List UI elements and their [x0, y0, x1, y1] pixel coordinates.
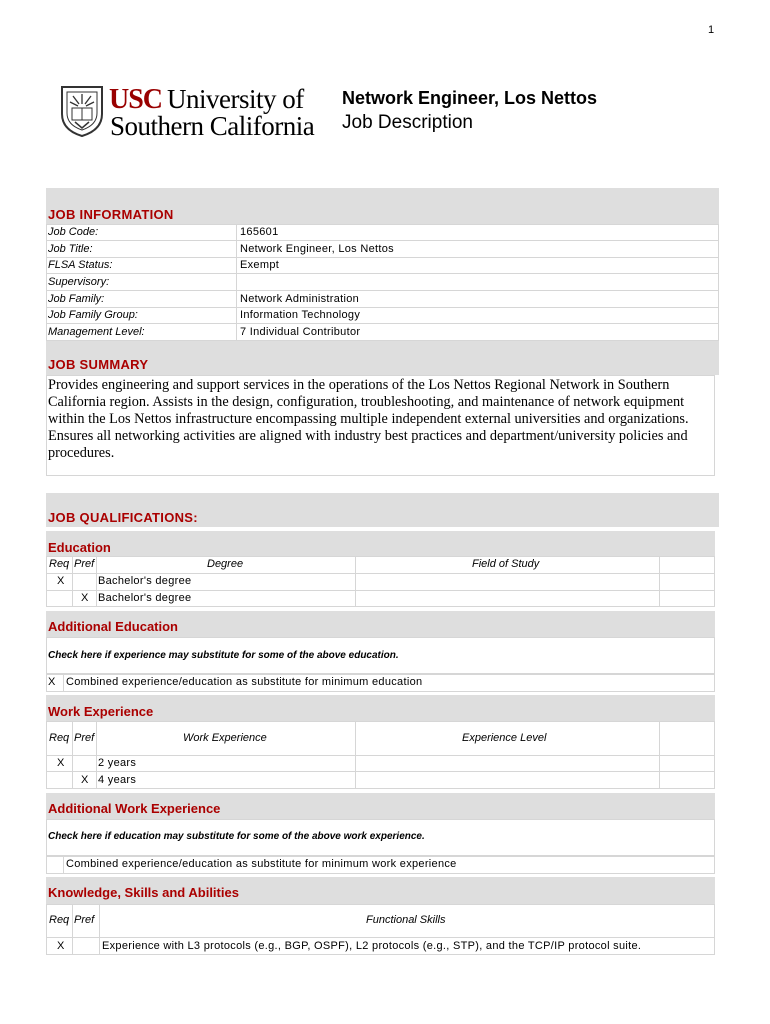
- ksa-row-1-req: X: [57, 940, 65, 952]
- work-row-1-req: X: [57, 757, 65, 769]
- education-heading: Education: [48, 540, 111, 555]
- job-code-value: 165601: [240, 226, 279, 238]
- job-title-value: Network Engineer, Los Nettos: [240, 243, 394, 255]
- education-row-2-pref: X: [81, 592, 89, 604]
- work-row-2-pref: X: [81, 774, 89, 786]
- additional-education-check-text: Check here if experience may substitute for some of the above education.: [48, 650, 399, 661]
- logo-university-text: University of: [167, 84, 304, 114]
- flsa-status-label: FLSA Status:: [48, 259, 113, 271]
- job-summary-text: Provides engineering and support services in the operations of the Los Nettos Regional Network in Southern California region. Assists in the design, configuration, troubleshooting, and maintenance of network equipment within the Los Nettos infrastructure encompassing multiple independent external universities and organizations. Ensures all networking activities are aligned with industry best practices and department/university policies and procedures.: [48, 377, 689, 461]
- additional-work-heading: Additional Work Experience: [48, 801, 221, 816]
- education-row-2-degree: Bachelor's degree: [98, 592, 192, 604]
- education-col-degree: Degree: [207, 558, 244, 570]
- work-col-req: Req: [49, 732, 70, 744]
- additional-education-checkbox[interactable]: X: [48, 676, 56, 688]
- work-col-pref: Pref: [74, 732, 95, 744]
- ksa-col-functional: Functional Skills: [366, 914, 446, 926]
- work-col-level: Experience Level: [462, 732, 547, 744]
- additional-education-line: Combined experience/education as substitute for minimum education: [66, 676, 423, 688]
- flsa-status-value: Exempt: [240, 259, 280, 271]
- ksa-row-1-text: Experience with L3 protocols (e.g., BGP, OSPF), L2 protocols (e.g., STP), and the TCP/IP protocol suite.: [102, 940, 642, 952]
- education-col-field: Field of Study: [472, 558, 540, 570]
- ksa-heading: Knowledge, Skills and Abilities: [48, 885, 239, 900]
- page-title: Network Engineer, Los Nettos: [342, 88, 598, 108]
- education-row-1-degree: Bachelor's degree: [98, 575, 192, 587]
- additional-work-check-text: Check here if education may substitute for some of the above work experience.: [48, 831, 425, 842]
- logo-socal-text: Southern California: [110, 111, 315, 141]
- job-family-label: Job Family:: [48, 293, 105, 305]
- education-band: [46, 531, 715, 556]
- education-col-req: Req: [49, 558, 70, 570]
- ksa-col-pref: Pref: [74, 914, 95, 926]
- job-family-group-value: Information Technology: [240, 309, 361, 321]
- work-row-2-years: 4 years: [98, 774, 137, 786]
- work-experience-heading: Work Experience: [48, 704, 154, 719]
- logo-usc-text: USC: [109, 84, 163, 115]
- usc-seal-icon: [59, 84, 105, 138]
- job-family-value: Network Administration: [240, 293, 360, 305]
- page-subtitle: Job Description: [342, 112, 473, 133]
- supervisory-label: Supervisory:: [48, 276, 110, 288]
- job-summary-heading: JOB SUMMARY: [48, 357, 149, 372]
- additional-education-heading: Additional Education: [48, 619, 178, 634]
- additional-work-checkbox[interactable]: [63, 856, 64, 874]
- qualifications-heading: JOB QUALIFICATIONS:: [48, 510, 198, 525]
- job-code-label: Job Code:: [48, 226, 99, 238]
- additional-work-line: Combined experience/education as substitute for minimum work experience: [66, 858, 457, 870]
- management-level-label: Management Level:: [48, 326, 145, 338]
- job-family-group-label: Job Family Group:: [48, 309, 138, 321]
- work-col-experience: Work Experience: [183, 732, 267, 744]
- page-number: 1: [708, 24, 715, 36]
- work-row-1-years: 2 years: [98, 757, 137, 769]
- education-col-pref: Pref: [74, 558, 95, 570]
- ksa-col-req: Req: [49, 914, 70, 926]
- job-information-heading: JOB INFORMATION: [48, 207, 174, 222]
- job-title-label: Job Title:: [48, 243, 93, 255]
- education-row-1-req: X: [57, 575, 65, 587]
- management-level-value: 7 Individual Contributor: [240, 326, 361, 338]
